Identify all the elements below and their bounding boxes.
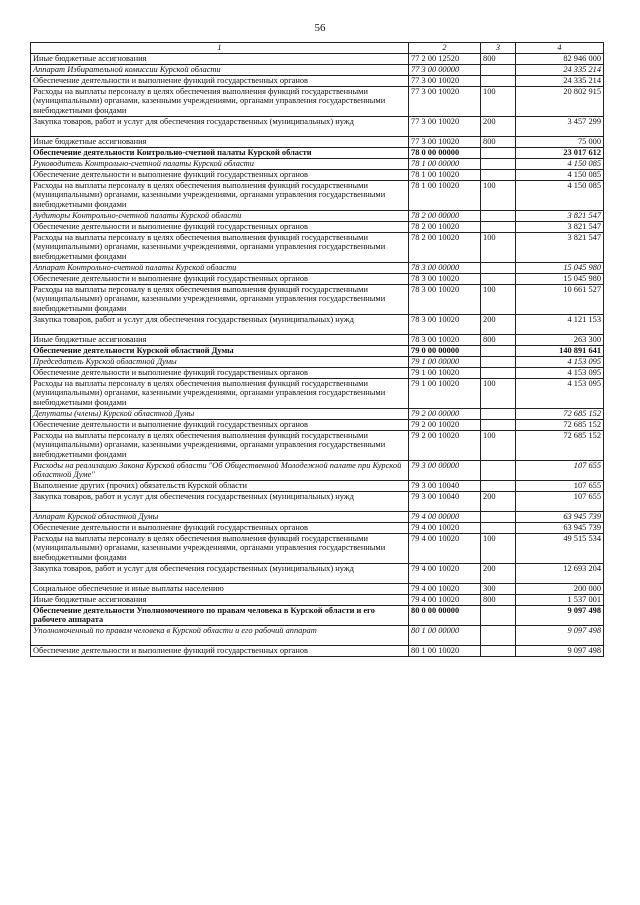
row-expense-type-cell — [481, 222, 516, 233]
row-name-cell: Аппарат Контрольно-счетной палаты Курской области — [31, 263, 409, 274]
column-header-sum: 4 — [516, 43, 604, 54]
row-expense-type-cell — [481, 357, 516, 368]
page-number: 56 — [314, 22, 326, 34]
row-sum-cell: 72 685 152 — [516, 431, 604, 461]
row-name-cell: Обеспечение деятельности и выполнение функций государственных органов — [31, 646, 409, 657]
row-expense-type-cell — [481, 461, 516, 481]
row-name-cell: Иные бюджетные ассигнования — [31, 54, 409, 65]
row-sum-cell: 263 300 — [516, 335, 604, 346]
row-expense-type-cell — [481, 76, 516, 87]
row-name-cell: Закупка товаров, работ и услуг для обеспечения государственных (муниципальных) нужд — [31, 492, 409, 512]
table-row — [31, 461, 604, 481]
row-code-cell: 78 2 00 10020 — [409, 233, 481, 263]
row-name-cell: Обеспечение деятельности и выполнение функций государственных органов — [31, 274, 409, 285]
row-sum-cell: 107 655 — [516, 461, 604, 481]
row-name-cell: Обеспечение деятельности Уполномоченного по правам человека в Курской области и его рабочего аппарата — [31, 606, 409, 626]
row-sum-cell: 9 097 498 — [516, 626, 604, 646]
table-row — [31, 492, 604, 512]
row-code-cell: 79 4 00 10020 — [409, 523, 481, 534]
table-row — [31, 523, 604, 534]
row-code-cell: 79 1 00 10020 — [409, 379, 481, 409]
row-sum-cell: 15 045 980 — [516, 263, 604, 274]
row-name-cell: Расходы на выплаты персоналу в целях обеспечения выполнения функций государственными (муниципальными) органами, казенными учреждениями, органами управления государственными внебюджетными фондами — [31, 87, 409, 117]
row-name-cell: Аппарат Избирательной комиссии Курской области — [31, 65, 409, 76]
row-name-cell: Аудиторы Контрольно-счетной палаты Курской области — [31, 211, 409, 222]
row-name-cell: Обеспечение деятельности и выполнение функций государственных органов — [31, 222, 409, 233]
row-sum-cell: 72 685 152 — [516, 420, 604, 431]
row-code-cell: 77 3 00 10020 — [409, 137, 481, 148]
row-code-cell: 77 3 00 10020 — [409, 117, 481, 137]
row-name-cell: Закупка товаров, работ и услуг для обеспечения государственных (муниципальных) нужд — [31, 564, 409, 584]
row-code-cell: 78 2 00 10020 — [409, 222, 481, 233]
row-sum-cell: 4 150 085 — [516, 181, 604, 211]
table-row — [31, 584, 604, 595]
row-sum-cell: 9 097 498 — [516, 606, 604, 626]
table-row — [31, 263, 604, 274]
row-expense-type-cell: 200 — [481, 564, 516, 584]
table-row — [31, 346, 604, 357]
row-code-cell: 78 3 00 10020 — [409, 274, 481, 285]
column-header-code: 2 — [409, 43, 481, 54]
row-sum-cell: 3 821 547 — [516, 222, 604, 233]
row-sum-cell: 107 655 — [516, 481, 604, 492]
table-row — [31, 148, 604, 159]
row-code-cell: 77 2 00 12520 — [409, 54, 481, 65]
table-row — [31, 285, 604, 315]
row-expense-type-cell — [481, 420, 516, 431]
row-sum-cell: 4 150 085 — [516, 159, 604, 170]
row-code-cell: 77 3 00 10020 — [409, 87, 481, 117]
row-name-cell: Руководитель Контрольно-счетной палаты Курской области — [31, 159, 409, 170]
row-expense-type-cell — [481, 263, 516, 274]
row-name-cell: Расходы на выплаты персоналу в целях обеспечения выполнения функций государственными (муниципальными) органами, казенными учреждениями, органами управления государственными внебюджетными фондами — [31, 285, 409, 315]
row-sum-cell: 3 821 547 — [516, 233, 604, 263]
row-expense-type-cell — [481, 626, 516, 646]
row-code-cell: 78 0 00 00000 — [409, 148, 481, 159]
row-name-cell: Иные бюджетные ассигнования — [31, 137, 409, 148]
table-row — [31, 87, 604, 117]
row-sum-cell: 200 000 — [516, 584, 604, 595]
column-header-expense-type: 3 — [481, 43, 516, 54]
table-row — [31, 117, 604, 137]
row-sum-cell: 4 153 095 — [516, 357, 604, 368]
row-code-cell: 78 3 00 10020 — [409, 335, 481, 346]
row-sum-cell: 4 153 095 — [516, 379, 604, 409]
table-row — [31, 170, 604, 181]
row-code-cell: 80 0 00 00000 — [409, 606, 481, 626]
row-sum-cell: 3 821 547 — [516, 211, 604, 222]
row-code-cell: 78 3 00 10020 — [409, 285, 481, 315]
row-expense-type-cell — [481, 646, 516, 657]
row-expense-type-cell: 200 — [481, 117, 516, 137]
row-name-cell: Закупка товаров, работ и услуг для обеспечения государственных (муниципальных) нужд — [31, 315, 409, 335]
row-name-cell: Обеспечение деятельности и выполнение функций государственных органов — [31, 420, 409, 431]
row-name-cell: Закупка товаров, работ и услуг для обеспечения государственных (муниципальных) нужд — [31, 117, 409, 137]
table-row — [31, 420, 604, 431]
table-row — [31, 211, 604, 222]
row-expense-type-cell: 100 — [481, 181, 516, 211]
row-sum-cell: 23 017 612 — [516, 148, 604, 159]
row-name-cell: Расходы на выплаты персоналу в целях обеспечения выполнения функций государственными (муниципальными) органами, казенными учреждениями, органами управления государственными внебюджетными фондами — [31, 379, 409, 409]
row-expense-type-cell — [481, 274, 516, 285]
row-expense-type-cell — [481, 481, 516, 492]
row-sum-cell: 24 335 214 — [516, 65, 604, 76]
row-sum-cell: 15 045 980 — [516, 274, 604, 285]
row-code-cell: 79 2 00 10020 — [409, 431, 481, 461]
row-sum-cell: 4 153 095 — [516, 368, 604, 379]
row-name-cell: Аппарат Курской областной Думы — [31, 512, 409, 523]
row-sum-cell: 3 457 299 — [516, 117, 604, 137]
row-code-cell: 79 4 00 10020 — [409, 564, 481, 584]
table-row — [31, 65, 604, 76]
row-code-cell: 79 3 00 00000 — [409, 461, 481, 481]
row-expense-type-cell — [481, 65, 516, 76]
row-sum-cell: 107 655 — [516, 492, 604, 512]
row-name-cell: Обеспечение деятельности Контрольно-счетной палаты Курской области — [31, 148, 409, 159]
row-code-cell: 79 4 00 10020 — [409, 534, 481, 564]
row-code-cell: 78 1 00 00000 — [409, 159, 481, 170]
row-name-cell: Расходы на выплаты персоналу в целях обеспечения выполнения функций государственными (муниципальными) органами, казенными учреждениями, органами управления государственными внебюджетными фондами — [31, 181, 409, 211]
row-expense-type-cell — [481, 523, 516, 534]
row-sum-cell: 24 335 214 — [516, 76, 604, 87]
row-sum-cell: 4 121 153 — [516, 315, 604, 335]
row-name-cell: Расходы на выплаты персоналу в целях обеспечения выполнения функций государственными (муниципальными) органами, казенными учреждениями, органами управления государственными внебюджетными фондами — [31, 431, 409, 461]
row-code-cell: 78 3 00 00000 — [409, 263, 481, 274]
row-expense-type-cell: 800 — [481, 54, 516, 65]
row-name-cell: Председатель Курской областной Думы — [31, 357, 409, 368]
table-row — [31, 137, 604, 148]
table-row — [31, 315, 604, 335]
row-sum-cell: 10 661 527 — [516, 285, 604, 315]
row-sum-cell: 63 945 739 — [516, 523, 604, 534]
table-row — [31, 76, 604, 87]
table-row — [31, 626, 604, 646]
budget-table-body — [31, 43, 604, 657]
row-code-cell: 79 3 00 10040 — [409, 481, 481, 492]
row-code-cell: 79 3 00 10040 — [409, 492, 481, 512]
table-row — [31, 409, 604, 420]
table-row — [31, 606, 604, 626]
row-expense-type-cell: 100 — [481, 285, 516, 315]
row-code-cell: 79 1 00 00000 — [409, 357, 481, 368]
row-code-cell: 79 4 00 00000 — [409, 512, 481, 523]
row-name-cell: Уполномоченный по правам человека в Курской области и его рабочий аппарат — [31, 626, 409, 646]
row-expense-type-cell — [481, 170, 516, 181]
row-sum-cell: 63 945 739 — [516, 512, 604, 523]
row-name-cell: Обеспечение деятельности и выполнение функций государственных органов — [31, 170, 409, 181]
row-sum-cell: 140 891 641 — [516, 346, 604, 357]
row-name-cell: Обеспечение деятельности и выполнение функций государственных органов — [31, 523, 409, 534]
table-row — [31, 181, 604, 211]
row-code-cell: 78 1 00 10020 — [409, 181, 481, 211]
row-code-cell: 77 3 00 00000 — [409, 65, 481, 76]
row-code-cell: 79 4 00 10020 — [409, 595, 481, 606]
table-row — [31, 357, 604, 368]
table-row — [31, 368, 604, 379]
row-name-cell: Обеспечение деятельности и выполнение функций государственных органов — [31, 76, 409, 87]
row-name-cell: Выполнение других (прочих) обязательств Курской области — [31, 481, 409, 492]
row-sum-cell: 72 685 152 — [516, 409, 604, 420]
table-row — [31, 481, 604, 492]
table-row — [31, 646, 604, 657]
table-row — [31, 54, 604, 65]
row-expense-type-cell — [481, 512, 516, 523]
row-expense-type-cell: 100 — [481, 431, 516, 461]
row-name-cell: Обеспечение деятельности Курской областной Думы — [31, 346, 409, 357]
row-name-cell: Социальное обеспечение и иные выплаты населению — [31, 584, 409, 595]
row-name-cell: Расходы на реализацию Закона Курской области "Об Общественной Молодежной палате при Курской областной Думе" — [31, 461, 409, 481]
row-expense-type-cell — [481, 211, 516, 222]
row-code-cell: 79 2 00 10020 — [409, 420, 481, 431]
row-expense-type-cell — [481, 346, 516, 357]
row-expense-type-cell: 300 — [481, 584, 516, 595]
row-code-cell: 79 1 00 10020 — [409, 368, 481, 379]
row-code-cell: 78 1 00 10020 — [409, 170, 481, 181]
table-row — [31, 335, 604, 346]
row-expense-type-cell: 100 — [481, 87, 516, 117]
row-expense-type-cell — [481, 409, 516, 420]
row-code-cell: 79 0 00 00000 — [409, 346, 481, 357]
row-expense-type-cell — [481, 159, 516, 170]
row-expense-type-cell — [481, 606, 516, 626]
row-expense-type-cell: 800 — [481, 335, 516, 346]
table-row — [31, 159, 604, 170]
table-row — [31, 274, 604, 285]
row-name-cell: Депутаты (члены) Курской областной Думы — [31, 409, 409, 420]
row-expense-type-cell: 100 — [481, 379, 516, 409]
row-name-cell: Иные бюджетные ассигнования — [31, 335, 409, 346]
row-code-cell: 77 3 00 10020 — [409, 76, 481, 87]
table-row — [31, 564, 604, 584]
row-code-cell: 78 3 00 10020 — [409, 315, 481, 335]
row-sum-cell: 75 000 — [516, 137, 604, 148]
row-code-cell: 79 2 00 00000 — [409, 409, 481, 420]
budget-table — [30, 42, 604, 657]
row-sum-cell: 12 693 204 — [516, 564, 604, 584]
column-header-name: 1 — [31, 43, 409, 54]
table-row — [31, 512, 604, 523]
row-code-cell: 80 1 00 00000 — [409, 626, 481, 646]
row-sum-cell: 20 802 915 — [516, 87, 604, 117]
table-row — [31, 595, 604, 606]
row-expense-type-cell — [481, 148, 516, 159]
row-expense-type-cell: 100 — [481, 534, 516, 564]
row-expense-type-cell: 100 — [481, 233, 516, 263]
row-expense-type-cell: 800 — [481, 595, 516, 606]
row-sum-cell: 9 097 498 — [516, 646, 604, 657]
row-sum-cell: 4 150 085 — [516, 170, 604, 181]
table-row — [31, 233, 604, 263]
table-row — [31, 431, 604, 461]
row-expense-type-cell: 800 — [481, 137, 516, 148]
row-name-cell: Расходы на выплаты персоналу в целях обеспечения выполнения функций государственными (муниципальными) органами, казенными учреждениями, органами управления государственными внебюджетными фондами — [31, 233, 409, 263]
row-name-cell: Обеспечение деятельности и выполнение функций государственных органов — [31, 368, 409, 379]
row-expense-type-cell — [481, 368, 516, 379]
row-sum-cell: 82 946 000 — [516, 54, 604, 65]
row-name-cell: Иные бюджетные ассигнования — [31, 595, 409, 606]
row-sum-cell: 49 515 534 — [516, 534, 604, 564]
row-sum-cell: 1 537 001 — [516, 595, 604, 606]
row-code-cell: 79 4 00 10020 — [409, 584, 481, 595]
row-expense-type-cell: 200 — [481, 492, 516, 512]
table-row — [31, 379, 604, 409]
row-code-cell: 78 2 00 00000 — [409, 211, 481, 222]
table-header-row — [31, 43, 604, 54]
row-code-cell: 80 1 00 10020 — [409, 646, 481, 657]
row-name-cell: Расходы на выплаты персоналу в целях обеспечения выполнения функций государственными (муниципальными) органами, казенными учреждениями, органами управления государственными внебюджетными фондами — [31, 534, 409, 564]
table-row — [31, 222, 604, 233]
row-expense-type-cell: 200 — [481, 315, 516, 335]
table-row — [31, 534, 604, 564]
